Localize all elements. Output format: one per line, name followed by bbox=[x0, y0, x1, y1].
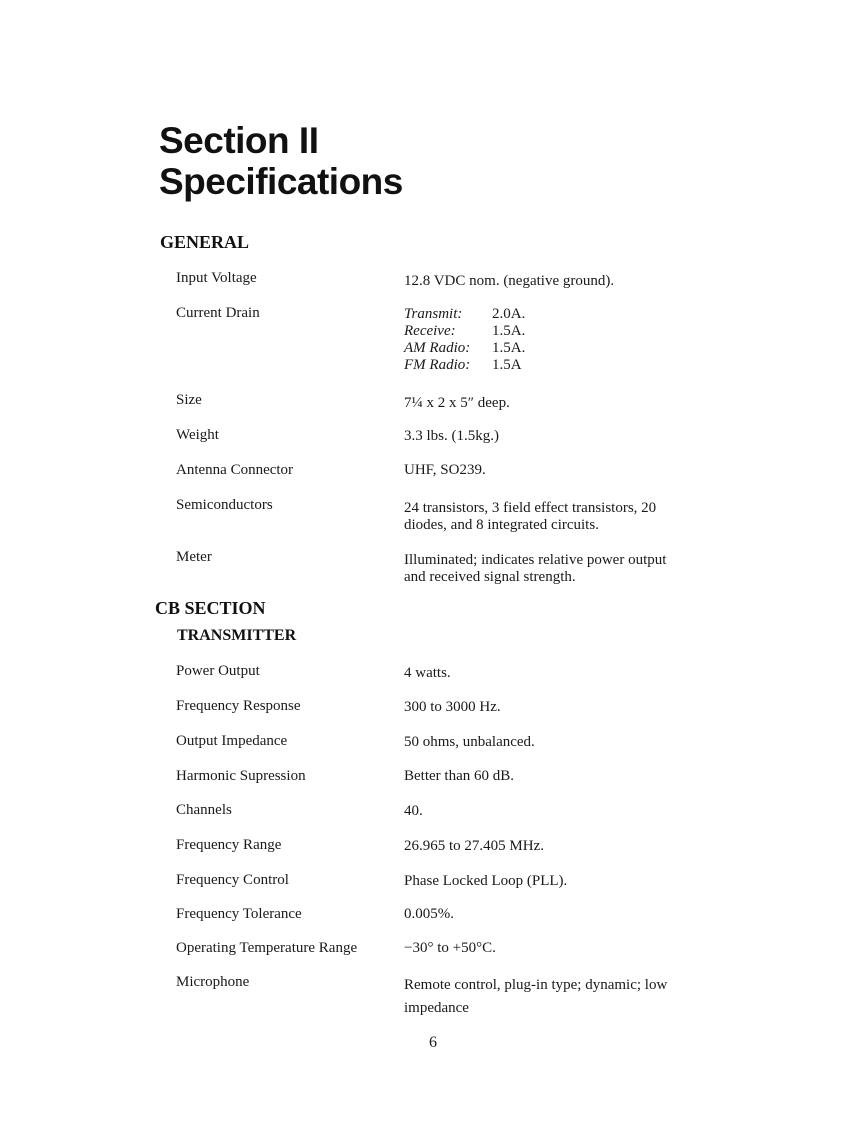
input-voltage-value: 12.8 VDC nom. (negative ground). bbox=[404, 273, 615, 289]
spec-label: Output Impedance bbox=[176, 733, 288, 749]
size-value: 7¼ x 2 x 5″ deep. bbox=[404, 395, 510, 411]
microphone-value-line2: impedance bbox=[404, 1000, 469, 1016]
spec-label: Channels bbox=[176, 802, 232, 818]
input-voltage-label: Input Voltage bbox=[176, 270, 257, 286]
spec-value: Better than 60 dB. bbox=[404, 768, 514, 784]
drain-mode: FM Radio: bbox=[404, 357, 471, 373]
drain-mode: Receive: bbox=[404, 323, 456, 339]
title-specifications: Specifications bbox=[159, 161, 403, 202]
meter-value-line1: Illuminated; indicates relative power output bbox=[404, 552, 667, 568]
spec-label: Frequency Tolerance bbox=[176, 906, 302, 922]
drain-row bbox=[404, 323, 525, 340]
page-title bbox=[159, 120, 403, 202]
general-heading: GENERAL bbox=[160, 232, 250, 252]
spec-value: Phase Locked Loop (PLL). bbox=[404, 873, 568, 889]
meter-label: Meter bbox=[176, 549, 212, 565]
antenna-label: Antenna Connector bbox=[176, 462, 294, 478]
meter-value-line2: and received signal strength. bbox=[404, 569, 576, 585]
drain-mode: Transmit: bbox=[404, 306, 463, 322]
drain-value: 1.5A bbox=[492, 357, 522, 373]
cb-section-heading: CB SECTION bbox=[155, 598, 266, 618]
drain-row bbox=[404, 357, 525, 374]
spec-label: Frequency Range bbox=[176, 837, 282, 853]
current-drain-label: Current Drain bbox=[176, 305, 260, 321]
spec-value: 4 watts. bbox=[404, 665, 451, 681]
spec-value: 40. bbox=[404, 803, 423, 819]
size-label: Size bbox=[176, 392, 202, 408]
semiconductors-value-line2: diodes, and 8 integrated circuits. bbox=[404, 517, 599, 533]
transmitter-heading: TRANSMITTER bbox=[177, 627, 297, 644]
drain-mode: AM Radio: bbox=[404, 340, 471, 356]
spec-label: Power Output bbox=[176, 663, 260, 679]
drain-row bbox=[404, 340, 525, 357]
spec-value: −30° to +50°C. bbox=[404, 940, 496, 956]
spec-label: Frequency Control bbox=[176, 872, 289, 888]
weight-value: 3.3 lbs. (1.5kg.) bbox=[404, 428, 499, 444]
spec-label: Operating Temperature Range bbox=[176, 940, 358, 956]
current-drain-values bbox=[404, 306, 525, 374]
antenna-value: UHF, SO239. bbox=[404, 462, 486, 478]
semiconductors-value-line1: 24 transistors, 3 field effect transistors, 20 bbox=[404, 500, 657, 516]
page-number: 6 bbox=[429, 1034, 437, 1051]
title-section: Section II bbox=[159, 120, 319, 161]
spec-value: 26.965 to 27.405 MHz. bbox=[404, 838, 544, 854]
spec-label: Harmonic Supression bbox=[176, 768, 306, 784]
drain-value: 1.5A. bbox=[492, 340, 526, 356]
spec-label: Frequency Response bbox=[176, 698, 301, 714]
drain-row bbox=[404, 306, 525, 323]
spec-value: 300 to 3000 Hz. bbox=[404, 699, 501, 715]
semiconductors-label: Semiconductors bbox=[176, 497, 273, 513]
microphone-value-line1: Remote control, plug-in type; dynamic; low bbox=[404, 977, 668, 993]
spec-value: 0.005%. bbox=[404, 906, 454, 922]
drain-value: 1.5A. bbox=[492, 323, 526, 339]
microphone-label: Microphone bbox=[176, 974, 250, 990]
spec-value: 50 ohms, unbalanced. bbox=[404, 734, 535, 750]
drain-value: 2.0A. bbox=[492, 306, 526, 322]
weight-label: Weight bbox=[176, 427, 219, 443]
